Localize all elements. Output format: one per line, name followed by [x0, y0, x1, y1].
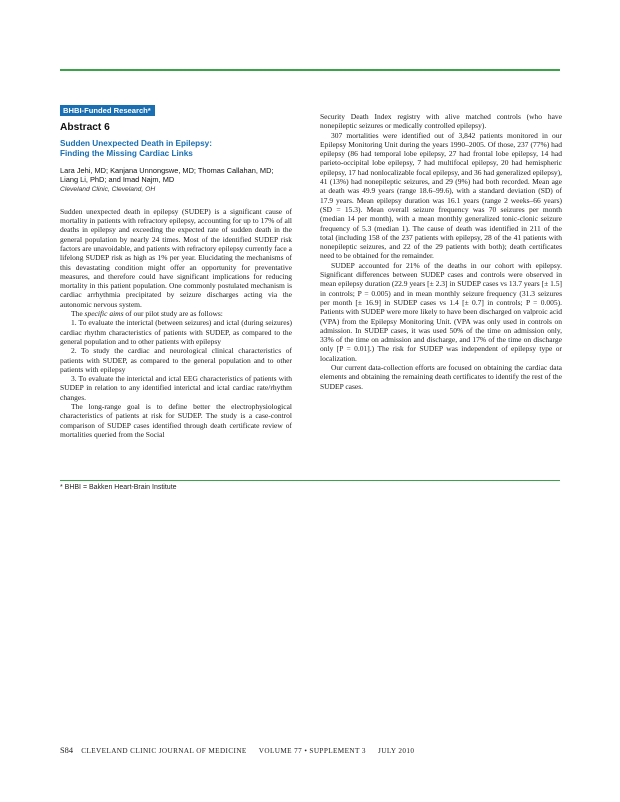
footnote-rule: [60, 480, 560, 481]
footnote: * BHBI = Bakken Heart-Brain Institute: [60, 484, 177, 491]
left-body-text: [60, 207, 292, 439]
page-number: S84: [60, 746, 74, 755]
funding-badge: BHBI-Funded Research*: [60, 105, 155, 116]
paragraph: Security Death Index registry with alive matched controls (who have nonepileptic seizures or medically controlled epilepsy).: [320, 112, 562, 131]
author-list: [60, 166, 292, 185]
paragraph: The long-range goal is to define better the electrophysiological characteristics of patients at risk for SUDEP. The study is a case-control comparison of SUDEP cases identified through death certificate review of mortalities queried from the Social: [60, 402, 292, 439]
issue-date: JULY 2010: [378, 747, 415, 755]
volume-info: VOLUME 77 • SUPPLEMENT 3: [258, 747, 366, 755]
authors-line-1: Lara Jehi, MD; Kanjana Unnongswe, MD; Thomas Callahan, MD;: [60, 166, 274, 175]
aim-3: 3. To evaluate the interictal and ictal EEG characteristics of patients with SUDEP in relation to any identified interictal and ictal cardiac rate/rhythm changes.: [60, 374, 292, 402]
italic-run: specific aims: [84, 309, 124, 319]
title-line-2: Finding the Missing Cardiac Links: [60, 149, 193, 158]
text-run: of our pilot study are as follows:: [123, 309, 223, 319]
article-title: [60, 139, 292, 159]
aim-2: 2. To study the cardiac and neurological clinical characteristics of patients with SUDEP, as compared to the general population and to other patients with epilepsy: [60, 346, 292, 374]
journal-name: CLEVELAND CLINIC JOURNAL OF MEDICINE: [81, 747, 247, 755]
paragraph: Sudden unexpected death in epilepsy (SUDEP) is a significant cause of mortality in patients with refractory epilepsy, accounting for up to 17% of all deaths in epilepsy and exceeding the expected rate of sudden death in the general population by nearly 24 times. Most of the identified SUDEP risk factors are unavoidable, and patients with refractory epilepsy currently face a lifelong SUDEP risk as high as 1% per year. Elucidating the mechanisms of this devastating condition might offer an opportunity for preventative measures, and therefore could have significant implications for reducing mortality in this patient population. One commonly postulated mechanism is cardiac arrhythmia precipitated by seizure discharges acting via the autonomic nervous system.: [60, 206, 292, 309]
left-column: [60, 100, 292, 439]
specific-aims-intro: [60, 309, 292, 318]
paragraph: Our current data-collection efforts are focused on obtaining the cardiac data elements and obtaining the remaining death certificates to identify the rest of the SUDEP cases.: [320, 363, 562, 391]
authors-line-2: Liang Li, PhD; and Imad Najm, MD: [60, 175, 175, 185]
paragraph: SUDEP accounted for 21% of the deaths in our cohort with epilepsy. Significant differences between SUDEP cases and controls were observed in mean epilepsy duration (22.9 years [± 2.3] in SUDEP cases vs 13.7 years [± 1.5] in controls; P = 0.005) and in mean monthly seizure frequency (31.3 seizures per month [± 16.9] in SUDEP cases vs 1.4 [± 0.7] in controls; P = 0.005). Patients with SUDEP were more likely to have been discharged on valproic acid (VPA) from the Epilepsy Monitoring Unit. (VPA was only used in controls on admission. In SUDEP cases, it was used 50% of the time on admission only, 33% of the time on admission and discharge, and 17% of the time on discharge only [P = 0.01].) The risk for SUDEP was independent of epilepsy type or localization.: [320, 260, 562, 363]
right-column: [320, 112, 562, 391]
paragraph: 307 mortalities were identified out of 3,842 patients monitored in our Epilepsy Monitoring Unit during the years 1990–2005. Of those, 237 (77%) had epilepsy (86 had temporal lobe epilepsy, 27 had frontal lobe epilepsy, 14 had parieto-occipital lobe epilepsy, 7 had multifocal epilepsy, 20 had hemispheric epilepsy, 17 had nonlocalizable focal epilepsy, and 36 had generalized epilepsy), 41 (13%) had nonepileptic seizures, and 29 (9%) had both recorded. Mean age at death was 49.9 years (range 18.6–99.6), with a standard deviation (SD) of 17.9 years. Mean epilepsy duration was 16.1 years (range 2 weeks–66 years) (SD = 15.3). Mean overall seizure frequency was 70 seizures per month (median 14 per month), with a mean monthly generalized tonic-clonic seizure frequency of 5.3 (median 1). The cause of death was identified in 211 of the total (including 158 of the 237 patients with epilepsy, 28 of the 41 patients with nonepileptic seizures, and 22 of the 29 patients with both); death certificates need to be obtained for the remainder.: [320, 130, 562, 261]
text-run: The: [71, 309, 85, 319]
affiliation: Cleveland Clinic, Cleveland, OH: [60, 185, 156, 193]
abstract-number: Abstract 6: [60, 122, 110, 133]
page-footer: [60, 746, 540, 755]
top-rule: [60, 69, 560, 71]
aim-1: 1. To evaluate the interictal (between seizures) and ictal (during seizures) cardiac rhythm characteristics of patients with SUDEP, as compared to the general population and to other patients with epilepsy: [60, 318, 292, 346]
title-line-1: Sudden Unexpected Death in Epilepsy:: [60, 139, 212, 148]
